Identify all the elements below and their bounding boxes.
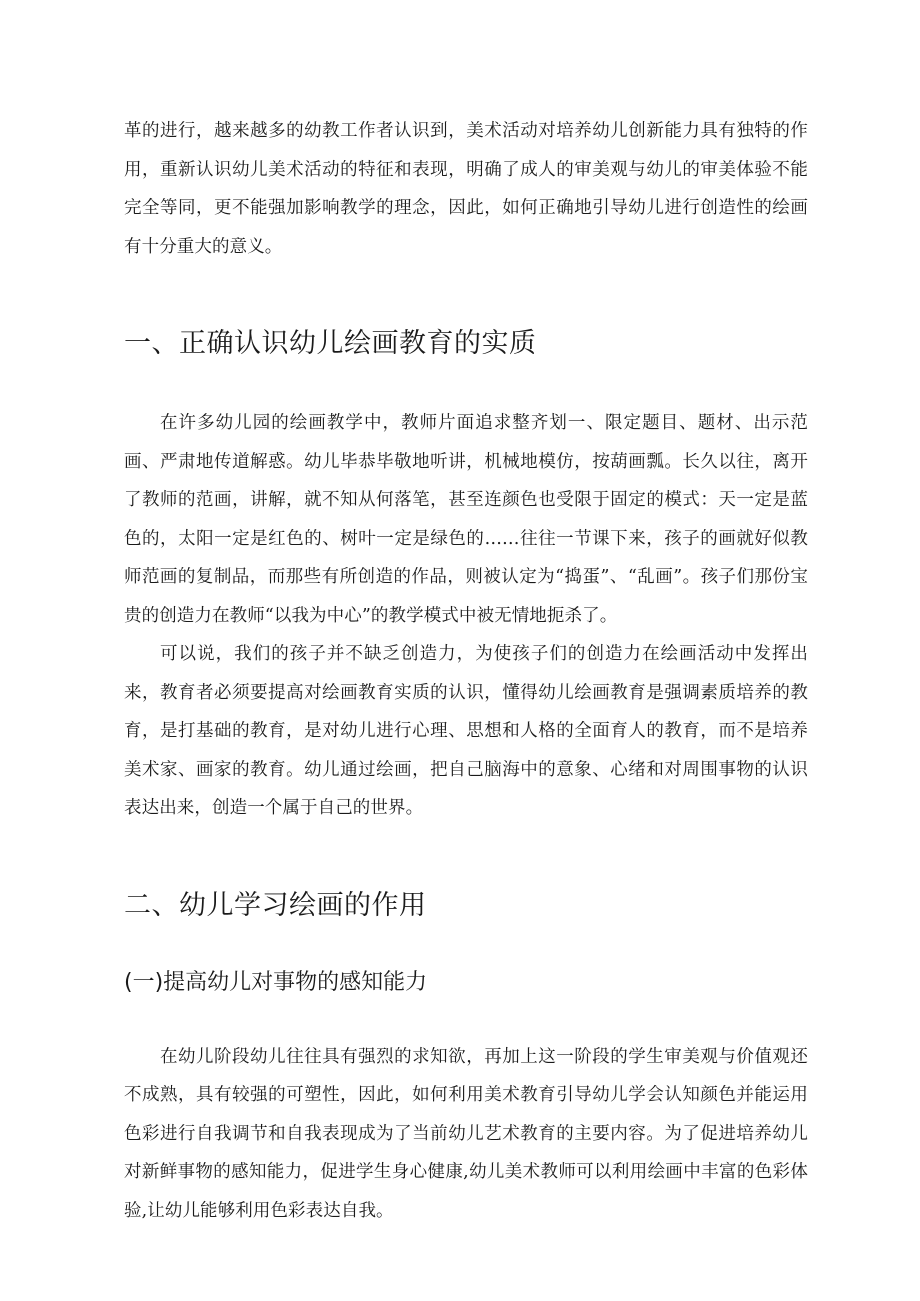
section-1-heading: 一、正确认识幼儿绘画教育的实质 — [124, 328, 537, 359]
subsection-1-heading: (一)提高幼儿对事物的感知能力 — [124, 969, 428, 995]
subsection-1-paragraph: 在幼儿阶段幼儿往往具有强烈的求知欲，再加上这一阶段的学生审美观与价值观还不成熟，具有较强的可塑性，因此，如何利用美术教育引导幼儿学会认知颜色并能运用色彩进行自我调节和自我表现成为了当前幼儿艺术教育的主要内容。为了促进培养幼儿对新鲜事物的感知能力，促进学生身心健康,幼儿美术教师可以利用绘画中丰富的色彩体验,让幼儿能够利用色彩表达自我。 — [124, 1046, 808, 1221]
section-1-paragraph-1: 在许多幼儿园的绘画教学中，教师片面追求整齐划一、限定题目、题材、出示范画、严肃地传道解惑。幼儿毕恭毕敬地听讲，机械地模仿，按葫画瓢。长久以往，离开了教师的范画，讲解，就不知从何落笔，甚至连颜色也受限于固定的模式：天一定是蓝色的，太阳一定是红色的、树叶一定是绿色的……往往一节课下来，孩子的画就好似教师范画的复制品，而那些有所创造的作品，则被认定为“捣蛋”、“乱画”。孩子们那份宝贵的创造力在教师“以我为中心”的教学模式中被无情地扼杀了。 — [124, 413, 808, 626]
intro-paragraph: 革的进行，越来越多的幼教工作者认识到，美术活动对培养幼儿创新能力具有独特的作用，重新认识幼儿美术活动的特征和表现，明确了成人的审美观与幼儿的审美体验不能完全等同，更不能强加影响教学的理念，因此，如何正确地引导幼儿进行创造性的绘画有十分重大的意义。 — [124, 121, 808, 257]
section-2-heading: 二、幼儿学习绘画的作用 — [124, 889, 427, 921]
document-body — [124, 112, 808, 1230]
section-1-paragraph-2: 可以说，我们的孩子并不缺乏创造力，为使孩子们的创造力在绘画活动中发挥出来，教育者必须要提高对绘画教育实质的认识，懂得幼儿绘画教育是强调素质培养的教育，是打基础的教育，是对幼儿进行心理、思想和人格的全面育人的教育，而不是培养美术家、画家的教育。幼儿通过绘画，把自己脑海中的意象、心绪和对周围事物的认识表达出来，创造一个属于自己的世界。 — [124, 644, 808, 818]
